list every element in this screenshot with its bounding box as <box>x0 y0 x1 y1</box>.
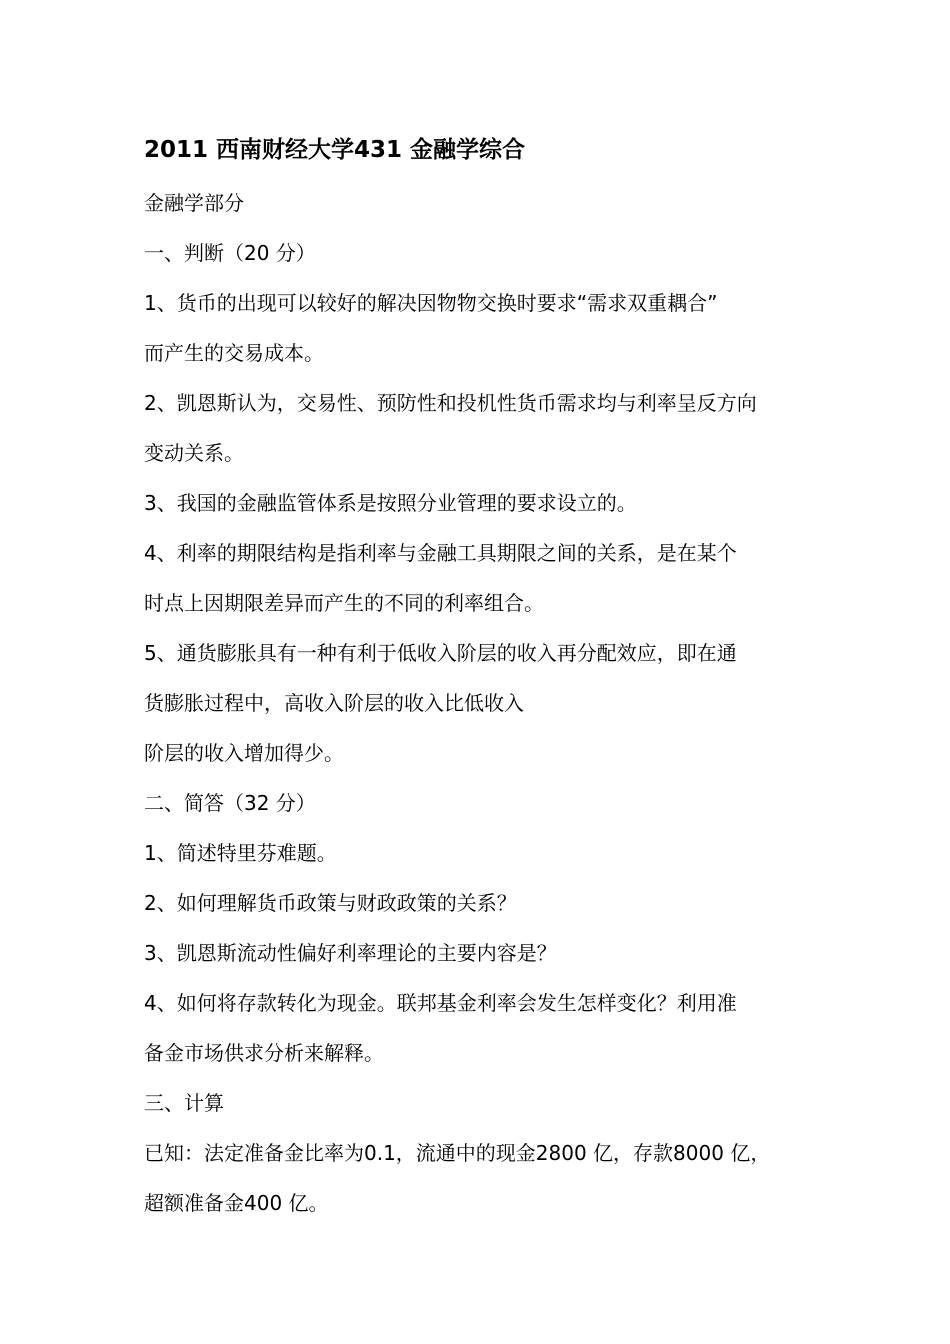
question-text: 货膨胀过程中，高收入阶层的收入比低收入 <box>144 691 524 715</box>
question-text: 超额准备金400 亿。 <box>144 1191 329 1215</box>
question-text: 1、简述特里芬难题。 <box>144 841 337 865</box>
document-body <box>144 128 824 1228</box>
question-text: 2、凯恩斯认为，交易性、预防性和投机性货币需求均与利率呈反方向 <box>144 391 757 415</box>
question-text: 4、利率的期限结构是指利率与金融工具期限之间的关系，是在某个 <box>144 541 737 565</box>
question-text: 时点上因期限差异而产生的不同的利率组合。 <box>144 591 544 615</box>
document-title: 2011 西南财经大学431 金融学综合 <box>144 137 526 163</box>
question-text: 3、凯恩斯流动性偏好利率理论的主要内容是？ <box>144 941 557 965</box>
question-text: 阶层的收入增加得少。 <box>144 741 344 765</box>
question-text: 而产生的交易成本。 <box>144 341 324 365</box>
question-text: 变动关系。 <box>144 441 244 465</box>
question-text: 2、如何理解货币政策与财政政策的关系？ <box>144 891 517 915</box>
section-heading-judgement: 一、判断（20 分） <box>144 241 316 265</box>
question-text: 4、如何将存款转化为现金。联邦基金利率会发生怎样变化？利用准 <box>144 991 737 1015</box>
question-text: 3、我国的金融监管体系是按照分业管理的要求设立的。 <box>144 491 637 515</box>
section-heading-short-answer: 二、简答（32 分） <box>144 791 316 815</box>
question-text: 备金市场供求分析来解释。 <box>144 1041 384 1065</box>
question-text: 已知：法定准备金比率为0.1，流通中的现金2800 亿，存款8000 亿， <box>144 1141 771 1165</box>
section-label-finance: 金融学部分 <box>144 191 244 215</box>
question-text: 5、通货膨胀具有一种有利于低收入阶层的收入再分配效应，即在通 <box>144 641 737 665</box>
section-heading-calculation: 三、计算 <box>144 1091 224 1115</box>
question-text: 1、货币的出现可以较好的解决因物物交换时要求“需求双重耦合” <box>144 291 718 315</box>
